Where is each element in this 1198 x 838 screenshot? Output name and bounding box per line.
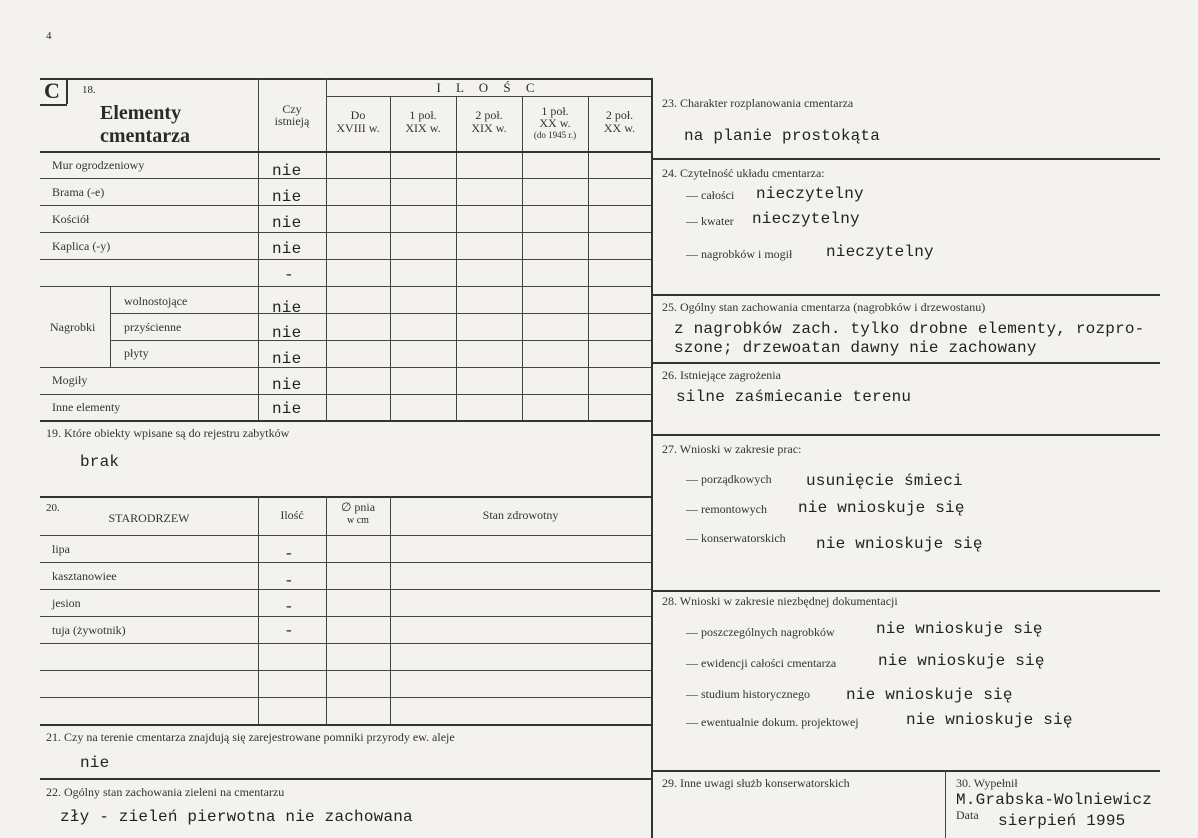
q24-item-label: — nagrobków i mogił <box>686 247 793 261</box>
row-rule <box>40 562 651 563</box>
section-title-1: Elementy <box>100 102 182 124</box>
q20-col-qty: Ilość <box>280 508 304 522</box>
q30-date-label: Data <box>956 808 979 822</box>
col-3-l2: XIX w. <box>471 121 507 135</box>
grid-v <box>258 496 259 724</box>
row-rule <box>40 232 651 233</box>
quantity-header: I L O Ś C <box>436 80 541 95</box>
header-bottom-rule <box>40 151 651 153</box>
tree-qty: - <box>284 545 294 563</box>
col-exists-2: istnieją <box>274 114 310 128</box>
grid-v <box>588 96 589 420</box>
q22-top-rule <box>40 778 651 780</box>
row-rule <box>40 643 651 644</box>
q27-item-answer: nie wnioskuje się <box>816 535 983 553</box>
q21-label: 21. Czy na terenie cmentarza znajdują się zarejestrowane pomniki przyrody ew. aleje <box>46 730 455 744</box>
row-label: Kościół <box>52 212 90 226</box>
row-rule <box>40 697 651 698</box>
q26-label: 26. Istniejące zagrożenia <box>662 368 781 382</box>
q24-top-rule <box>652 158 1160 160</box>
grid-v <box>390 96 391 420</box>
q20-top-rule <box>40 496 651 498</box>
section-letter: C <box>44 78 60 103</box>
q25-line-2: szone; drzewoatan dawny nie zachowany <box>674 339 1037 357</box>
table-bottom-rule <box>40 420 651 422</box>
q26-top-rule <box>652 362 1160 364</box>
row-rule <box>110 340 651 341</box>
q29-label: 29. Inne uwagi służb konserwatorskich <box>662 776 850 790</box>
q20-col-diam-2: w cm <box>347 515 369 526</box>
q20-col-diam-1: ∅ pnia <box>340 500 376 514</box>
row-value: nie <box>272 324 302 342</box>
grid-v <box>258 78 259 420</box>
grid-v <box>522 96 523 420</box>
grid-v <box>456 96 457 420</box>
row-value: nie <box>272 376 302 394</box>
q28-item-label: — poszczególnych nagrobków <box>686 625 835 639</box>
q27-item-label: — konserwatorskich <box>686 531 786 545</box>
row-label: Mogiły <box>52 373 88 387</box>
grid-v <box>326 78 327 420</box>
row-label: Inne elementy <box>52 400 121 414</box>
q28-item-answer: nie wnioskuje się <box>906 711 1073 729</box>
q28-item-label: — ewidencji całości cmentarza <box>686 656 837 670</box>
row-value: nie <box>272 400 302 418</box>
q28-label: 28. Wnioski w zakresie niezbędnej dokumentacji <box>662 594 898 608</box>
tree-name: lipa <box>52 542 70 556</box>
row-rule <box>40 286 651 287</box>
col-4-l2: XX w. <box>539 116 571 130</box>
q24-item-answer: nieczytelny <box>756 185 864 203</box>
section-number: 18. <box>82 84 96 96</box>
col-5-l1: 2 poł. <box>605 108 634 122</box>
row-value: nie <box>272 214 302 232</box>
col-5-l2: XX w. <box>603 121 636 135</box>
row-label: Brama (-e) <box>52 185 105 199</box>
q23-label: 23. Charakter rozplanowania cmentarza <box>662 96 854 110</box>
row-rule <box>40 205 651 206</box>
q19-answer: brak <box>80 453 120 471</box>
col-4-l1: 1 poł. <box>541 104 569 118</box>
q20-bottom-rule <box>40 724 651 726</box>
q25-top-rule <box>652 294 1160 296</box>
section-title-2: cmentarza <box>100 125 190 147</box>
quantity-rule <box>326 96 651 97</box>
col-2-l2: XIX w. <box>405 121 441 135</box>
col-exists-1: Czy <box>282 102 302 116</box>
q30-divider <box>945 770 946 838</box>
row-value: nie <box>272 299 302 317</box>
q27-item-answer: nie wnioskuje się <box>798 499 965 517</box>
nagrobki-sub-label: wolnostojące <box>124 294 188 308</box>
q24-item-answer: nieczytelny <box>826 243 934 261</box>
row-value: nie <box>272 188 302 206</box>
q28-item-answer: nie wnioskuje się <box>878 652 1045 670</box>
row-rule <box>40 589 651 590</box>
q30-name: M.Grabska-Wolniewicz <box>956 791 1153 809</box>
q27-item-answer: usunięcie śmieci <box>806 472 963 490</box>
q27-item-label: — remontowych <box>686 502 767 516</box>
grid-v <box>326 496 327 724</box>
q28-top-rule <box>652 590 1160 592</box>
nagrobki-label: Nagrobki <box>50 320 96 334</box>
tree-name: jesion <box>52 596 81 610</box>
q20-title: STARODRZEW <box>108 511 190 525</box>
letter-underline <box>40 104 67 106</box>
tree-name: tuja (żywotnik) <box>52 623 126 637</box>
q21-answer: nie <box>80 754 110 772</box>
row-label: Kaplica (-y) <box>52 239 111 253</box>
q28-item-answer: nie wnioskuje się <box>846 686 1013 704</box>
q20-col-health: Stan zdrowotny <box>482 508 559 522</box>
grid-v <box>390 496 391 724</box>
q28-item-label: — studium historycznego <box>686 687 810 701</box>
row-rule <box>40 535 651 536</box>
q27-label: 27. Wnioski w zakresie prac: <box>662 442 802 456</box>
col-1-l2: XVIII w. <box>336 121 380 135</box>
q22-label: 22. Ogólny stan zachowania zieleni na cmentarzu <box>46 785 285 799</box>
row-value: - <box>284 266 294 284</box>
col-3-l1: 2 poł. <box>475 108 503 122</box>
row-rule <box>40 394 651 395</box>
row-value: nie <box>272 350 302 368</box>
q26-answer: silne zaśmiecanie terenu <box>676 388 912 406</box>
q24-item-label: — całości <box>686 188 735 202</box>
row-rule <box>110 313 651 314</box>
col-4-l3: (do 1945 r.) <box>533 130 577 140</box>
tree-qty: - <box>284 572 294 590</box>
q24-item-label: — kwater <box>686 214 734 228</box>
row-rule <box>40 259 651 260</box>
row-rule <box>40 367 651 368</box>
q24-label: 24. Czytelność układu cmentarza: <box>662 166 825 180</box>
q29-top-rule <box>652 770 1160 772</box>
row-value: nie <box>272 162 302 180</box>
tree-qty: - <box>284 598 294 616</box>
tree-name: kasztanowiee <box>52 569 117 583</box>
q28-item-answer: nie wnioskuje się <box>876 620 1043 638</box>
q28-item-label: — ewentualnie dokum. projektowej <box>686 715 859 729</box>
row-value: nie <box>272 240 302 258</box>
row-label: Mur ogrodzeniowy <box>52 158 145 172</box>
q19-label: 19. Które obiekty wpisane są do rejestru zabytków <box>46 426 290 440</box>
q20-number: 20. <box>46 502 60 514</box>
q30-date: sierpień 1995 <box>998 812 1126 830</box>
q30-label: 30. Wypełnił <box>956 776 1018 790</box>
q27-top-rule <box>652 434 1160 436</box>
col-2-l1: 1 poł. <box>409 108 437 122</box>
q25-label: 25. Ogólny stan zachowania cmentarza (nagrobków i drzewostanu) <box>662 300 986 314</box>
q25-line-1: z nagrobków zach. tylko drobne elementy, rozpro- <box>674 320 1145 338</box>
tree-qty: - <box>284 622 294 640</box>
grid-v <box>110 286 111 367</box>
nagrobki-sub-label: płyty <box>124 346 149 360</box>
page-number: 4 <box>46 30 52 42</box>
q24-item-answer: nieczytelny <box>752 210 860 228</box>
col-1-l1: Do <box>350 108 366 122</box>
row-rule <box>40 178 651 179</box>
q27-item-label: — porządkowych <box>686 472 772 486</box>
row-rule <box>40 616 651 617</box>
letter-rule <box>66 80 68 104</box>
q22-answer: zły - zieleń pierwotna nie zachowana <box>60 808 413 826</box>
row-rule <box>40 670 651 671</box>
nagrobki-sub-label: przyścienne <box>124 320 182 334</box>
q23-answer: na planie prostokąta <box>684 127 881 145</box>
page-divider <box>651 78 653 838</box>
